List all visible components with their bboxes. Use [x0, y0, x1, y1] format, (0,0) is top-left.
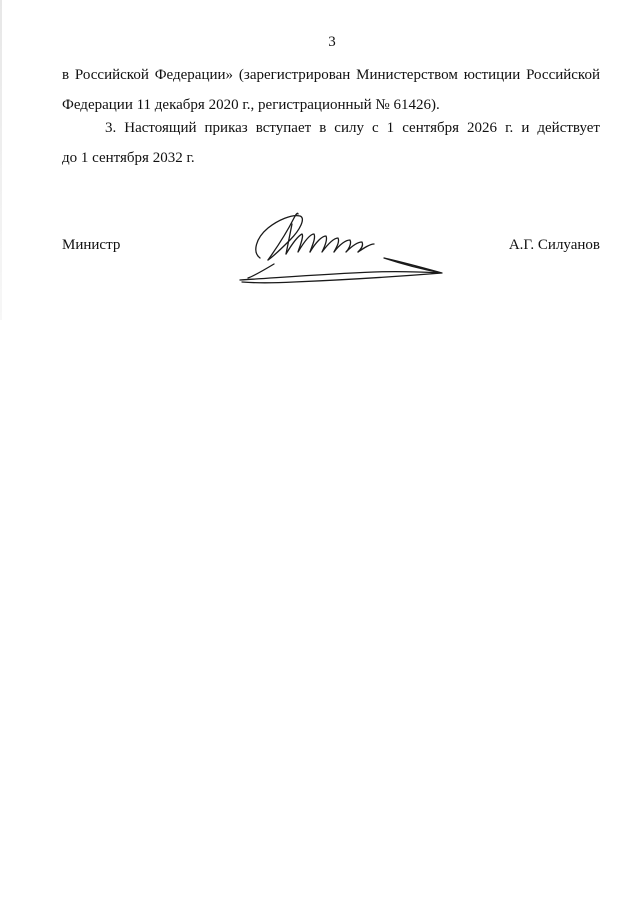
paragraph-line: до 1 сентября 2032 г.	[62, 150, 195, 166]
paragraph-effective-date	[62, 113, 600, 173]
handwritten-signature	[234, 200, 450, 290]
paragraph-registration	[62, 60, 600, 120]
page-number: 3	[328, 34, 336, 50]
signer-title: Министр	[62, 237, 121, 253]
paragraph-line: 3. Настоящий приказ вступает в силу с 1 сентября 2026 г. и действует	[105, 120, 600, 136]
signer-name: А.Г. Силуанов	[508, 237, 600, 253]
paragraph-line: Федерации 11 декабря 2020 г., регистрационный № 61426).	[62, 97, 440, 113]
paragraph-line: в Российской Федерации» (зарегистрирован Министерством юстиции Российской	[62, 67, 600, 83]
